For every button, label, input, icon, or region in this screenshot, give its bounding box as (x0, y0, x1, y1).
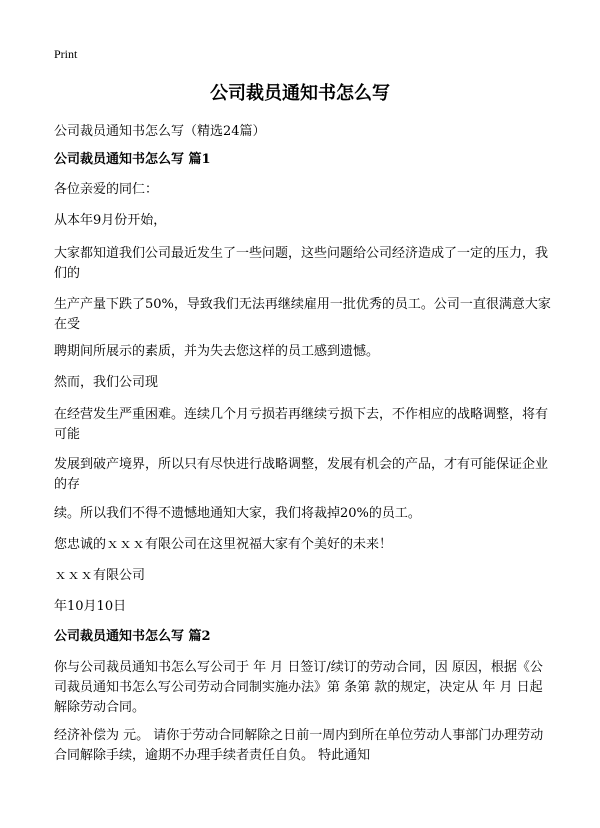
paragraph: 经济补偿为 元。 请你于劳动合同解除之日前一周内到所在单位劳动人事部门办理劳动合同解除手续，逾期不办理手续者责任自负。 特此通知 (54, 728, 544, 763)
document-title: 公司裁员通知书怎么写 (210, 83, 390, 104)
paragraph: 生产产量下跌了50%，导致我们无法再继续雇用一批优秀的员工。公司一直很满意大家在受 (54, 297, 551, 332)
paragraph: 各位亲爱的同仁： (54, 182, 159, 197)
paragraph: 你与公司裁员通知书怎么写公司于 年 月 日签订/续订的劳动合同，因 原因，根据《公司裁员通知书怎么写公司劳动合同制实施办法》第 条第 款的规定，决定从 年 月 日起解除劳动合同。 (54, 660, 543, 715)
print-link[interactable]: Print (54, 47, 78, 61)
section-1-heading: 公司裁员通知书怎么写 篇1 (54, 152, 211, 167)
paragraph: 聘期间所展示的素质，并为失去您这样的员工感到遗憾。 (54, 344, 380, 359)
paragraph: 然而，我们公司现 (54, 375, 159, 390)
paragraph: 发展到破产境界，所以只有尽快进行战略调整，发展有机会的产品，才有可能保证企业的存 (54, 457, 549, 492)
paragraph: 从本年9月份开始， (54, 213, 167, 228)
section-2-heading: 公司裁员通知书怎么写 篇2 (54, 629, 211, 644)
paragraph: 续。所以我们不得不遗憾地通知大家，我们将裁掉20%的员工。 (54, 506, 421, 521)
paragraph: 您忠诚的ｘｘｘ有限公司在这里祝福大家有个美好的未来！ (54, 537, 393, 552)
paragraph: ｘｘｘ有限公司 (54, 568, 146, 583)
paragraph: 大家都知道我们公司最近发生了一些问题，这些问题给公司经济造成了一定的压力，我们的 (54, 246, 549, 281)
paragraph: 年10月10日 (54, 599, 127, 614)
paragraph: 在经营发生严重困难。连续几个月亏损若再继续亏损下去，不作相应的战略调整，将有可能 (54, 407, 549, 442)
document-subtitle: 公司裁员通知书怎么写（精选24篇） (54, 124, 266, 139)
